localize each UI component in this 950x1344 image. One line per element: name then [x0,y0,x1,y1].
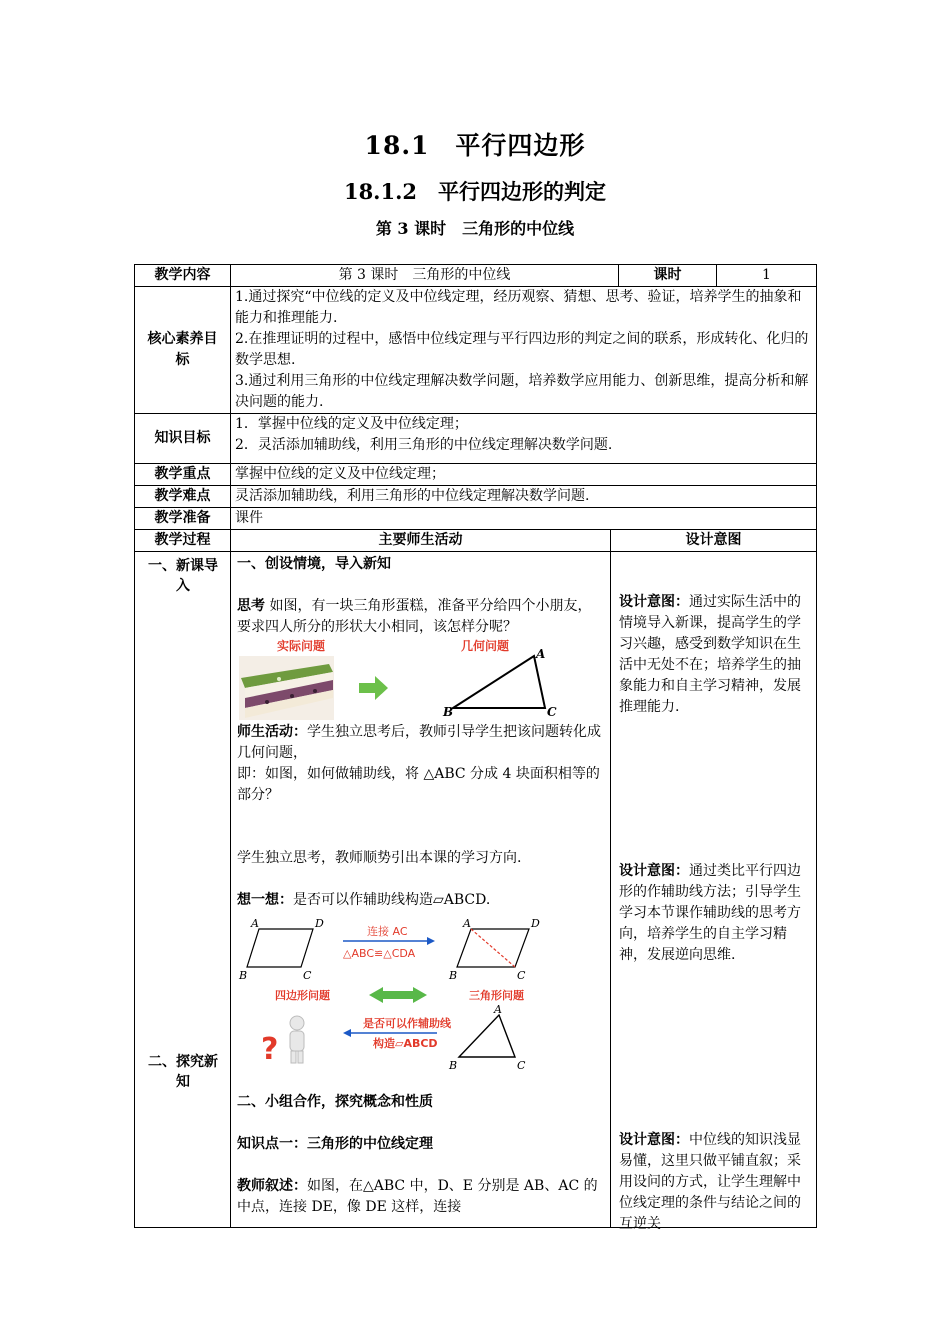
intent-column [611,552,817,1232]
label-key: 教学重点 [135,464,231,486]
intent-label: 设计意图： [619,863,689,879]
row-knowledge [135,414,817,464]
fig2-parallelogram-left [247,929,313,967]
row-key [135,464,817,486]
teacher-label: 教师叙述： [237,1178,307,1194]
ts-text2: 即：如图，如何做辅助线，将 △ABC 分成 4 块面积相等的部分？ [237,766,600,803]
think-text: 如图，有一块三角形蛋糕，准备平分给四个小朋友，要求四人所分的形状大小相同，该怎样分呢？ [237,598,592,635]
fig2-construct: 构造▱ABCD [373,1037,438,1050]
intent-label: 设计意图： [619,1132,689,1148]
cake-image [239,656,334,720]
teacher-text: 如图，在△ABC 中，D、E 分别是 AB、AC 的中点，连接 DE，像 DE 这样，连接 [237,1178,598,1215]
intent-1 [619,592,807,718]
knowledge-item: 2．灵活添加辅助线，利用三角形的中位线定理解决数学问题. [235,437,613,453]
header-activity: 主要师生活动 [231,530,611,552]
fig2-tri-a: A [494,1003,502,1016]
xiang-paragraph [237,890,604,911]
fig2-left-d: D [315,917,324,930]
value-knowledge [231,414,817,464]
fig2-tri: 三角形问题 [469,989,524,1002]
fig1-label-right: 几何问题 [461,639,510,653]
fig2-right-c: C [517,969,526,982]
fig2-tri-c: C [517,1059,526,1071]
label-content: 教学内容 [135,265,231,287]
fig2-question: 是否可以作辅助线 [363,1017,451,1030]
stage-intro-label: 一、新课导入 [148,558,218,594]
label-prep: 教学准备 [135,508,231,530]
value-core [231,287,817,414]
row-content [135,265,817,287]
student-text: 学生独立思考，教师顺势引出本课的学习方向. [237,850,522,866]
core-item: 1.通过探究“中位线的定义及中位线定理，经历观察、猜想、思考、验证，培养学生的抽象和能力和推理能力. [235,289,802,326]
fig2-triangle [459,1015,515,1057]
intent-label: 设计意图： [619,594,689,610]
intent-2-text: 通过类比平行四边形的作辅助线方法；引导学生学习本节课作辅助线的思考方向，培养学生的自主学习精神，发展逆向思维. [619,863,801,963]
intent-2 [619,861,807,966]
page-title: 18.1 平行四边形 [364,131,586,160]
sec2-title: 二、小组合作，探究概念和性质 [237,1094,433,1110]
lesson-plan-table [134,264,817,1232]
label-knowledge: 知识目标 [135,414,231,464]
fig2-congruent: △ABC≌△CDA [343,947,416,960]
think-label: 思考 [237,598,265,614]
row-prep [135,508,817,530]
label-core [135,287,231,414]
value-key: 掌握中位线的定义及中位线定理； [231,464,817,486]
sec1-title: 一、创设情境，导入新知 [237,556,391,572]
double-arrow-icon [369,987,427,1003]
label-process: 教学过程 [135,530,231,552]
row-process [135,552,817,1228]
arrow-right-icon [427,937,435,945]
xiang-text: 是否可以作辅助线构造▱ABCD. [293,892,491,908]
fig1-triangle [453,656,545,708]
row-difficulty [135,486,817,508]
intent-3 [619,1130,807,1235]
kp1-title: 知识点一：三角形的中位线定理 [237,1136,433,1152]
lesson-title: 第 3 课时 三角形的中位线 [375,219,575,238]
intent-1-text: 通过实际生活中的情境导入新课，提高学生的学习兴趣，感受到数学知识在生活中无处不在；培养学生的抽象能力和自主学习精神，发展推理能力. [619,594,801,715]
svg-text:?: ? [261,1032,279,1067]
fig2-diagonal [471,929,515,967]
fig2-connect: 连接 AC [367,925,408,938]
thinking-person-icon [261,1016,304,1067]
fig2-right-b: B [449,969,458,982]
fig2-right-d: D [531,917,540,930]
row-process-header [135,530,817,552]
core-item: 3.通过利用三角形的中位线定理解决数学问题，培养数学应用能力、创新思维，提高分析和解决问题的能力. [235,373,809,410]
teacher-paragraph [237,1176,604,1218]
fig1-label-left: 实际问题 [277,639,326,653]
section-title: 18.1.2 平行四边形的判定 [343,179,607,204]
stage-explore-label: 二、探究新知 [148,1054,218,1090]
value-difficulty: 灵活添加辅助线，利用三角形的中位线定理解决数学问题. [231,486,817,508]
label-difficulty: 教学难点 [135,486,231,508]
fig1-vertex-a: A [536,647,546,661]
core-item: 2.在推理证明的过程中，感悟中位线定理与平行四边形的判定之间的联系，形成转化、化归的数学思想. [235,331,809,368]
label-hours: 课时 [619,265,717,287]
ts-paragraph [237,722,604,764]
fig2-quad: 四边形问题 [275,989,330,1002]
row-core [135,287,817,414]
fig2-left-b: B [239,969,248,982]
think-paragraph [237,596,604,638]
figure-cake-to-triangle [237,638,587,722]
fig2-tri-b: B [449,1059,458,1071]
value-content: 第 3 课时 三角形的中位线 [231,265,619,287]
value-hours: 1 [717,265,817,287]
activity-column [231,552,611,1228]
value-prep: 课件 [231,508,817,530]
knowledge-item: 1．掌握中位线的定义及中位线定理； [235,416,468,432]
ts-label: 师生活动： [237,724,307,740]
xiang-label: 想一想： [237,892,293,908]
arrow-left-icon [343,1029,351,1037]
ts-text: 学生独立思考后，教师引导学生把该问题转化成几何问题， [237,724,601,761]
intent-3-text: 中位线的知识浅显易懂，这里只做平铺直叙；采用设问的方式，让学生理解中位线定理的条件与结论之间的互逆关 [619,1132,801,1232]
header-intent: 设计意图 [611,530,817,552]
fig2-left-c: C [303,969,312,982]
label-core-text: 核心素养目标 [147,331,218,368]
figure-parallelogram-triangle [237,911,587,1071]
fig2-right-a: A [463,917,471,930]
arrow-icon [359,676,388,700]
stage-column [135,552,231,1228]
fig1-vertex-b: B [443,705,454,719]
fig2-left-a: A [251,917,259,930]
fig1-vertex-c: C [547,705,557,719]
fig2-parallelogram-right [457,929,529,967]
